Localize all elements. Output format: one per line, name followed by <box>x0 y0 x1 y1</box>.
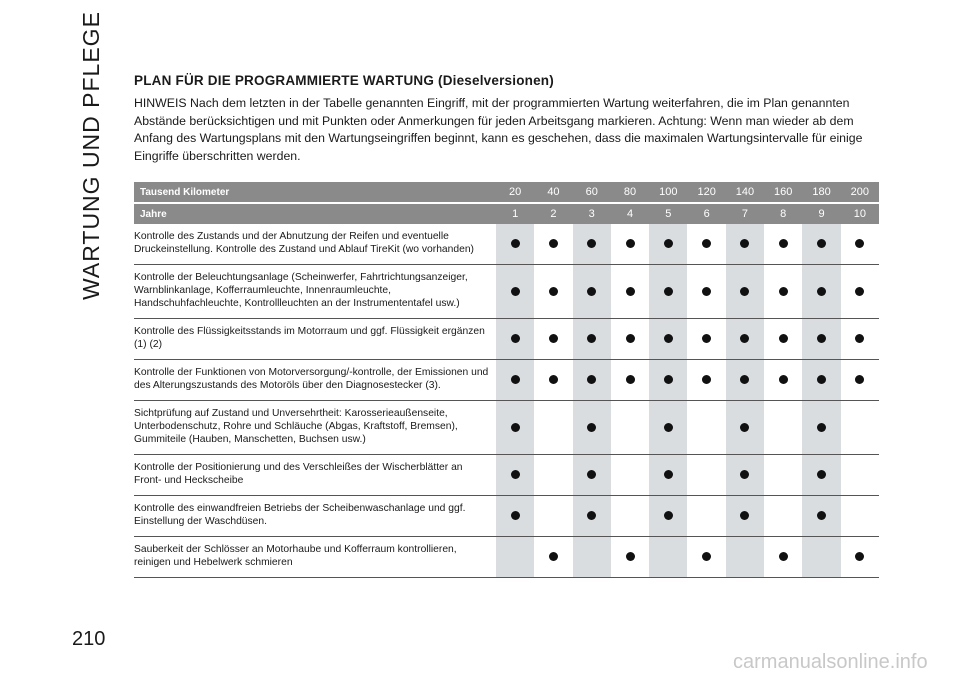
interval-cell <box>573 401 611 455</box>
interval-cell <box>764 319 802 360</box>
km-header-value: 80 <box>611 182 649 203</box>
interval-cell <box>534 360 572 401</box>
check-dot-icon <box>587 470 596 479</box>
interval-cell <box>841 537 879 578</box>
check-dot-icon <box>626 239 635 248</box>
check-dot-icon <box>855 552 864 561</box>
check-dot-icon <box>740 375 749 384</box>
interval-cell <box>649 455 687 496</box>
check-dot-icon <box>779 334 788 343</box>
table-row <box>134 265 879 319</box>
interval-cell <box>496 265 534 319</box>
check-dot-icon <box>779 375 788 384</box>
interval-cell <box>841 319 879 360</box>
interval-cell <box>534 537 572 578</box>
interval-cell <box>802 537 840 578</box>
km-header-row <box>134 182 879 203</box>
check-dot-icon <box>855 287 864 296</box>
maintenance-task: Kontrolle des Flüssigkeitsstands im Motorraum und ggf. Flüssigkeit ergänzen (1) (2) <box>134 319 496 360</box>
interval-cell <box>534 496 572 537</box>
interval-cell <box>649 401 687 455</box>
interval-cell <box>496 401 534 455</box>
km-header-value: 200 <box>841 182 879 203</box>
interval-cell <box>611 360 649 401</box>
interval-cell <box>573 360 611 401</box>
interval-cell <box>764 455 802 496</box>
table-body <box>134 224 879 578</box>
interval-cell <box>534 224 572 265</box>
table-row <box>134 319 879 360</box>
maintenance-task: Kontrolle der Beleuchtungsanlage (Scheinwerfer, Fahrtrichtungsanzeiger, Warnblinkanlage, Kofferraumleuchte, Innenraumleuchte, Handschuhfachleuchte, Kontrollleuchten an der Instrumententafel usw.) <box>134 265 496 319</box>
years-header-value: 9 <box>802 203 840 224</box>
interval-cell <box>841 265 879 319</box>
km-header-value: 140 <box>726 182 764 203</box>
table-row <box>134 224 879 265</box>
interval-cell <box>687 360 725 401</box>
check-dot-icon <box>817 423 826 432</box>
interval-cell <box>496 319 534 360</box>
interval-cell <box>841 224 879 265</box>
years-header-value: 8 <box>764 203 802 224</box>
table-row <box>134 360 879 401</box>
interval-cell <box>726 537 764 578</box>
interval-cell <box>611 496 649 537</box>
maintenance-task: Kontrolle der Positionierung und des Verschleißes der Wischerblätter an Front- und Heckscheibe <box>134 455 496 496</box>
interval-cell <box>611 401 649 455</box>
check-dot-icon <box>817 334 826 343</box>
interval-cell <box>726 401 764 455</box>
interval-cell <box>802 265 840 319</box>
years-header-label: Jahre <box>134 203 496 224</box>
check-dot-icon <box>511 423 520 432</box>
check-dot-icon <box>817 287 826 296</box>
check-dot-icon <box>779 239 788 248</box>
years-header-value: 6 <box>687 203 725 224</box>
km-header-value: 100 <box>649 182 687 203</box>
check-dot-icon <box>549 375 558 384</box>
interval-cell <box>611 265 649 319</box>
table-row <box>134 537 879 578</box>
interval-cell <box>611 319 649 360</box>
interval-cell <box>802 496 840 537</box>
check-dot-icon <box>664 239 673 248</box>
interval-cell <box>573 496 611 537</box>
maintenance-task: Sichtprüfung auf Zustand und Unversehrtheit: Karosserieaußenseite, Unterbodenschutz, Rohre und Schläuche (Abgas, Kraftstoff, Bremsen), Gummiteile (Hauben, Manschetten, Buchsen usw.) <box>134 401 496 455</box>
check-dot-icon <box>626 334 635 343</box>
maintenance-task: Kontrolle des Zustands und der Abnutzung der Reifen und eventuelle Druckeinstellung. Kontrolle des Zustand und Ablauf TireKit (wo vorhanden) <box>134 224 496 265</box>
interval-cell <box>764 496 802 537</box>
check-dot-icon <box>511 375 520 384</box>
check-dot-icon <box>511 239 520 248</box>
interval-cell <box>687 265 725 319</box>
check-dot-icon <box>511 287 520 296</box>
check-dot-icon <box>549 334 558 343</box>
interval-cell <box>496 455 534 496</box>
km-header-label: Tausend Kilometer <box>134 182 496 203</box>
check-dot-icon <box>587 334 596 343</box>
interval-cell <box>687 401 725 455</box>
check-dot-icon <box>740 287 749 296</box>
check-dot-icon <box>664 287 673 296</box>
years-header-value: 4 <box>611 203 649 224</box>
years-header-value: 1 <box>496 203 534 224</box>
interval-cell <box>687 224 725 265</box>
check-dot-icon <box>587 239 596 248</box>
check-dot-icon <box>855 334 864 343</box>
interval-cell <box>573 265 611 319</box>
section-side-title: WARTUNG UND PFLEGE <box>78 11 104 300</box>
interval-cell <box>573 455 611 496</box>
interval-cell <box>726 496 764 537</box>
interval-cell <box>611 455 649 496</box>
interval-cell <box>573 537 611 578</box>
check-dot-icon <box>740 239 749 248</box>
years-header-value: 3 <box>573 203 611 224</box>
interval-cell <box>687 319 725 360</box>
check-dot-icon <box>664 334 673 343</box>
km-header-value: 160 <box>764 182 802 203</box>
check-dot-icon <box>702 552 711 561</box>
interval-cell <box>649 319 687 360</box>
interval-cell <box>496 537 534 578</box>
check-dot-icon <box>549 287 558 296</box>
table-row <box>134 401 879 455</box>
interval-cell <box>764 224 802 265</box>
years-header-value: 10 <box>841 203 879 224</box>
years-header-row <box>134 203 879 224</box>
maintenance-task: Sauberkeit der Schlösser an Motorhaube und Kofferraum kontrollieren, reinigen und Hebelwerk schmieren <box>134 537 496 578</box>
interval-cell <box>534 265 572 319</box>
interval-cell <box>611 224 649 265</box>
interval-cell <box>496 496 534 537</box>
check-dot-icon <box>702 375 711 384</box>
page-number: 210 <box>72 628 106 650</box>
interval-cell <box>687 455 725 496</box>
km-header-value: 60 <box>573 182 611 203</box>
check-dot-icon <box>511 334 520 343</box>
years-header-value: 2 <box>534 203 572 224</box>
check-dot-icon <box>587 511 596 520</box>
interval-cell <box>573 224 611 265</box>
check-dot-icon <box>664 470 673 479</box>
check-dot-icon <box>587 423 596 432</box>
check-dot-icon <box>626 287 635 296</box>
interval-cell <box>496 360 534 401</box>
km-header-value: 40 <box>534 182 572 203</box>
years-header-value: 7 <box>726 203 764 224</box>
interval-cell <box>496 224 534 265</box>
interval-cell <box>764 265 802 319</box>
check-dot-icon <box>702 334 711 343</box>
check-dot-icon <box>549 239 558 248</box>
check-dot-icon <box>587 287 596 296</box>
check-dot-icon <box>740 423 749 432</box>
check-dot-icon <box>740 470 749 479</box>
km-header-value: 180 <box>802 182 840 203</box>
check-dot-icon <box>587 375 596 384</box>
check-dot-icon <box>549 552 558 561</box>
interval-cell <box>726 319 764 360</box>
interval-cell <box>802 360 840 401</box>
check-dot-icon <box>664 511 673 520</box>
interval-cell <box>802 319 840 360</box>
check-dot-icon <box>855 375 864 384</box>
interval-cell <box>687 496 725 537</box>
watermark: carmanualsonline.info <box>733 651 928 673</box>
interval-cell <box>841 496 879 537</box>
check-dot-icon <box>817 470 826 479</box>
interval-cell <box>649 224 687 265</box>
check-dot-icon <box>855 239 864 248</box>
interval-cell <box>841 401 879 455</box>
interval-cell <box>726 265 764 319</box>
maintenance-task: Kontrolle des einwandfreien Betriebs der Scheibenwaschanlage und ggf. Einstellung der Waschdüsen. <box>134 496 496 537</box>
interval-cell <box>802 224 840 265</box>
km-header-value: 120 <box>687 182 725 203</box>
interval-cell <box>649 265 687 319</box>
interval-cell <box>764 360 802 401</box>
check-dot-icon <box>702 287 711 296</box>
check-dot-icon <box>702 239 711 248</box>
interval-cell <box>687 537 725 578</box>
maintenance-table <box>134 182 879 578</box>
check-dot-icon <box>664 375 673 384</box>
check-dot-icon <box>511 511 520 520</box>
interval-cell <box>534 401 572 455</box>
check-dot-icon <box>740 511 749 520</box>
check-dot-icon <box>511 470 520 479</box>
table-row <box>134 496 879 537</box>
interval-cell <box>802 401 840 455</box>
note-paragraph: HINWEIS Nach dem letzten in der Tabelle genannten Eingriff, mit der programmierten Wartung weiterfahren, die im Plan genannten Abstände berücksichtigen und mit Punkten oder Anmerkungen für jeden Arbeitsgang markieren. Achtung: Wenn man wieder ab dem Anfang des Wartungsplans mit den Wartungseingriffen beginnt, kann es geschehen, dass die maximalen Wartungsintervalle für einige Eingriffe überschritten werden. <box>134 96 863 163</box>
interval-cell <box>841 360 879 401</box>
check-dot-icon <box>817 375 826 384</box>
interval-cell <box>802 455 840 496</box>
interval-cell <box>764 537 802 578</box>
check-dot-icon <box>817 239 826 248</box>
check-dot-icon <box>626 552 635 561</box>
interval-cell <box>726 455 764 496</box>
check-dot-icon <box>779 287 788 296</box>
table-row <box>134 455 879 496</box>
check-dot-icon <box>817 511 826 520</box>
interval-cell <box>726 224 764 265</box>
interval-cell <box>573 319 611 360</box>
interval-cell <box>649 537 687 578</box>
interval-cell <box>726 360 764 401</box>
years-header-value: 5 <box>649 203 687 224</box>
km-header-value: 20 <box>496 182 534 203</box>
interval-cell <box>649 496 687 537</box>
check-dot-icon <box>740 334 749 343</box>
interval-cell <box>841 455 879 496</box>
maintenance-task: Kontrolle der Funktionen von Motorversorgung/-kontrolle, der Emissionen und des Alterungszustands des Motoröls über den Diagnosestecker (3). <box>134 360 496 401</box>
check-dot-icon <box>626 375 635 384</box>
check-dot-icon <box>779 552 788 561</box>
interval-cell <box>611 537 649 578</box>
interval-cell <box>649 360 687 401</box>
page-title: PLAN FÜR DIE PROGRAMMIERTE WARTUNG (Dieselversionen) <box>134 73 554 88</box>
check-dot-icon <box>664 423 673 432</box>
interval-cell <box>534 455 572 496</box>
interval-cell <box>534 319 572 360</box>
interval-cell <box>764 401 802 455</box>
